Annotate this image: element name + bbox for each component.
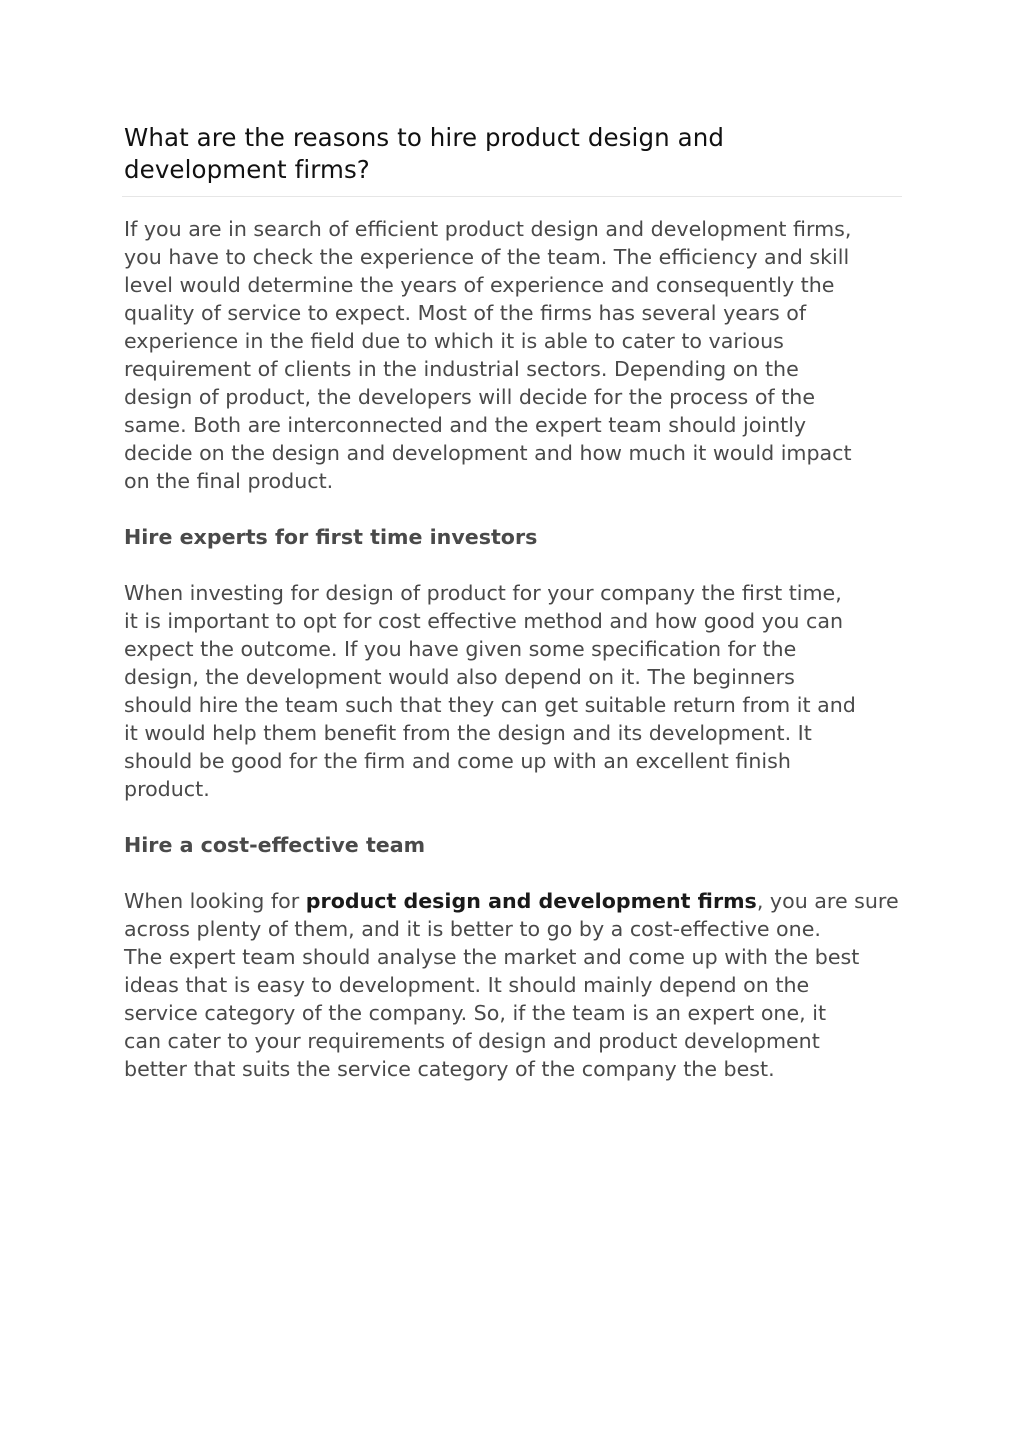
intro-line: experience in the field due to which it is able to cater to various <box>124 329 784 353</box>
intro-line: same. Both are interconnected and the expert team should jointly <box>124 413 807 437</box>
intro-line: If you are in search of efficient product design and development firms, <box>124 217 852 241</box>
intro-line: quality of service to expect. Most of the firms has several years of <box>124 301 807 325</box>
intro-line: decide on the design and development and how much it would impact <box>124 441 852 465</box>
section-heading-first-time-investors: Hire experts for first time investors <box>124 525 538 549</box>
title-line-1: What are the reasons to hire product design and <box>124 123 725 152</box>
section1-line: expect the outcome. If you have given some specification for the <box>124 637 797 661</box>
section2-line: better that suits the service category of the company the best. <box>124 1057 775 1081</box>
intro-line: you have to check the experience of the team. The efficiency and skill <box>124 245 850 269</box>
section1-line: product. <box>124 777 210 801</box>
section1-line: design, the development would also depend on it. The beginners <box>124 665 795 689</box>
intro-line: on the final product. <box>124 469 334 493</box>
section2-paragraph <box>124 887 906 1083</box>
page-title <box>124 122 906 186</box>
section1-line: When investing for design of product for your company the first time, <box>124 581 842 605</box>
section2-line: across plenty of them, and it is better to go by a cost-effective one. <box>124 917 821 941</box>
document-page <box>124 122 906 1083</box>
section2-line: service category of the company. So, if the team is an expert one, it <box>124 1001 827 1025</box>
section2-prefix: When looking for <box>124 889 306 913</box>
intro-line: level would determine the years of experience and consequently the <box>124 273 835 297</box>
title-divider <box>122 196 902 197</box>
section1-line: it is important to opt for cost effective method and how good you can <box>124 609 844 633</box>
title-line-2: development firms? <box>124 155 370 184</box>
section1-line: it would help them benefit from the design and its development. It <box>124 721 812 745</box>
keyword-link[interactable]: product design and development firms <box>305 889 757 913</box>
section2-suffix: , you are sure <box>756 889 899 913</box>
section2-line: can cater to your requirements of design and product development <box>124 1029 820 1053</box>
section2-line: The expert team should analyse the market and come up with the best <box>124 945 860 969</box>
section-heading-cost-effective-team: Hire a cost-effective team <box>124 833 426 857</box>
section2-first-line <box>124 887 906 915</box>
section1-paragraph <box>124 579 906 803</box>
intro-line: design of product, the developers will decide for the process of the <box>124 385 816 409</box>
intro-line: requirement of clients in the industrial sectors. Depending on the <box>124 357 799 381</box>
section1-line: should hire the team such that they can get suitable return from it and <box>124 693 856 717</box>
section2-line: ideas that is easy to development. It should mainly depend on the <box>124 973 810 997</box>
section1-line: should be good for the firm and come up with an excellent finish <box>124 749 791 773</box>
intro-paragraph <box>124 215 906 495</box>
